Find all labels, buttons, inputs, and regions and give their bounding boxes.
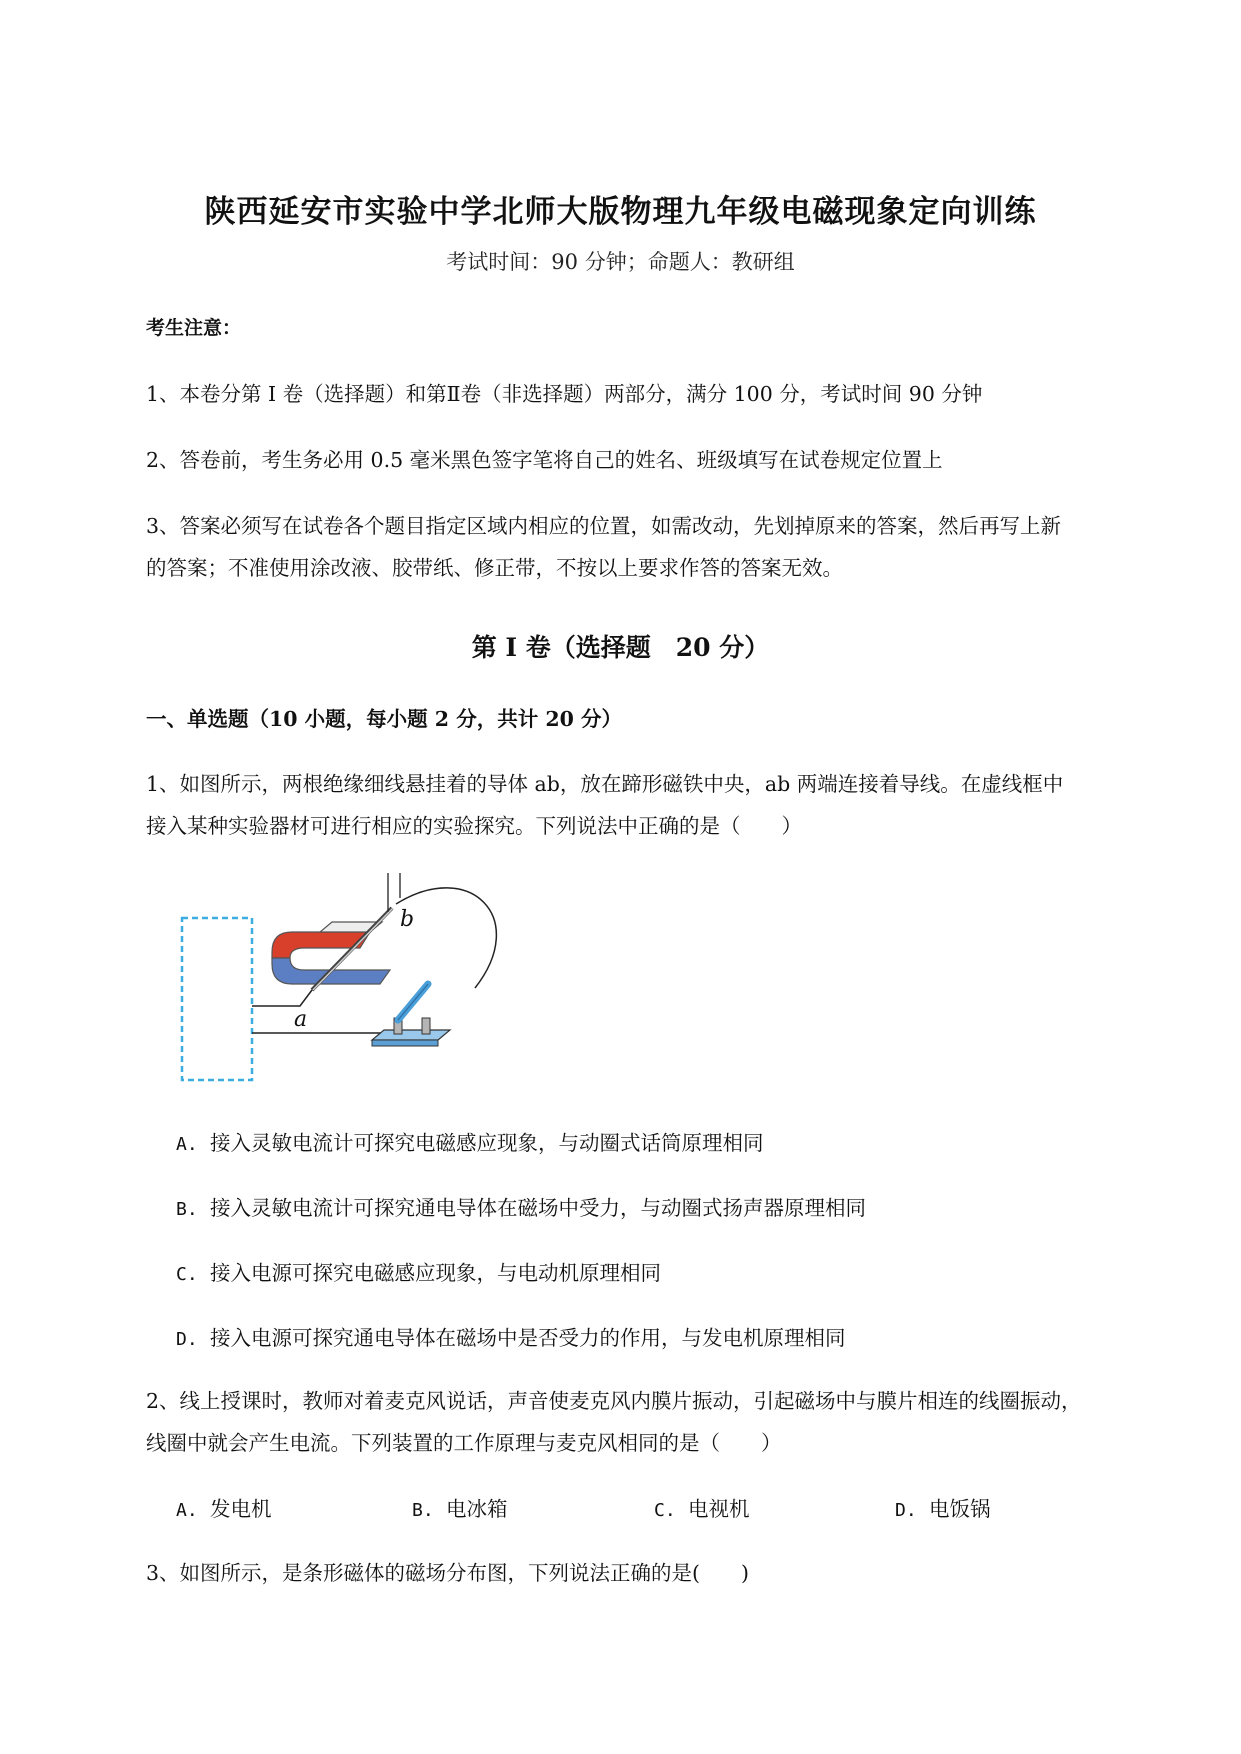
- notice-item: 2、答卷前，考生务必用 0.5 毫米黑色签字笔将自己的姓名、班级填写在试卷规定位置上: [146, 448, 943, 472]
- notice-item: 1、本卷分第 I 卷（选择题）和第Ⅱ卷（非选择题）两部分，满分 100 分，考试时间 90 分钟: [146, 382, 983, 406]
- option-text: 接入灵敏电流计可探究通电导体在磁场中受力，与动圈式扬声器原理相同: [210, 1196, 866, 1220]
- option-a: [176, 1126, 764, 1156]
- wire: [252, 990, 312, 1006]
- option-d: [895, 1492, 991, 1522]
- question-2-stem-continued: 线圈中就会产生电流。下列装置的工作原理与麦克风相同的是（ ）: [146, 1431, 782, 1455]
- option-text: 接入电源可探究电磁感应现象，与电动机原理相同: [210, 1261, 661, 1285]
- notice-item: 3、答案必须写在试卷各个题目指定区域内相应的位置，如需改动，先划掉原来的答案，然后再写上新: [146, 514, 1062, 538]
- question-3-stem: 3、如图所示，是条形磁体的磁场分布图，下列说法正确的是( ): [146, 1561, 750, 1585]
- question-1-figure: [170, 868, 520, 1088]
- option-label: B.: [176, 1199, 198, 1220]
- option-label: A.: [176, 1500, 198, 1521]
- label-b: b: [400, 907, 415, 932]
- option-b: [176, 1191, 866, 1221]
- question-type-heading: 一、单选题（10 小题，每小题 2 分，共计 20 分）: [146, 707, 623, 731]
- question-1-stem: 1、如图所示，两根绝缘细线悬挂着的导体 ab，放在蹄形磁铁中央，ab 两端连接着导线。在虚线框中: [146, 772, 1064, 796]
- option-label: C.: [654, 1500, 676, 1521]
- option-label: D.: [895, 1500, 917, 1521]
- option-text: 接入电源可探究通电导体在磁场中是否受力的作用，与发电机原理相同: [210, 1326, 846, 1350]
- notice-item-continued: 的答案；不准使用涂改液、胶带纸、修正带，不按以上要求作答的答案无效。: [146, 556, 843, 580]
- option-c: [654, 1492, 750, 1522]
- option-a: [176, 1492, 272, 1522]
- question-1-stem-continued: 接入某种实验器材可进行相应的实验探究。下列说法中正确的是（ ）: [146, 814, 802, 838]
- page-title: 陕西延安市实验中学北师大版物理九年级电磁现象定向训练: [204, 194, 1037, 230]
- dashed-box: [182, 918, 252, 1080]
- option-label: B.: [412, 1500, 434, 1521]
- option-text: 接入灵敏电流计可探究电磁感应现象，与动圈式话筒原理相同: [210, 1131, 764, 1155]
- label-a: a: [294, 1007, 308, 1032]
- option-text: 电饭锅: [929, 1497, 991, 1521]
- notice-heading: 考生注意：: [146, 317, 242, 339]
- question-2-stem: 2、线上授课时，教师对着麦克风说话，声音使麦克风内膜片振动，引起磁场中与膜片相连的线圈振动，: [146, 1389, 1082, 1413]
- option-c: [176, 1256, 661, 1286]
- switch-base: [372, 1030, 450, 1040]
- option-label: D.: [176, 1329, 198, 1350]
- option-b: [412, 1492, 508, 1522]
- section-title: 第 I 卷（选择题 20 分）: [471, 633, 770, 662]
- exam-info: 考试时间：90 分钟；命题人：教研组: [446, 250, 795, 274]
- option-text: 发电机: [210, 1497, 272, 1521]
- wire: [396, 888, 496, 988]
- option-text: 电视机: [688, 1497, 750, 1521]
- option-d: [176, 1321, 846, 1351]
- option-label: C.: [176, 1264, 198, 1285]
- option-label: A.: [176, 1134, 198, 1155]
- option-text: 电冰箱: [446, 1497, 508, 1521]
